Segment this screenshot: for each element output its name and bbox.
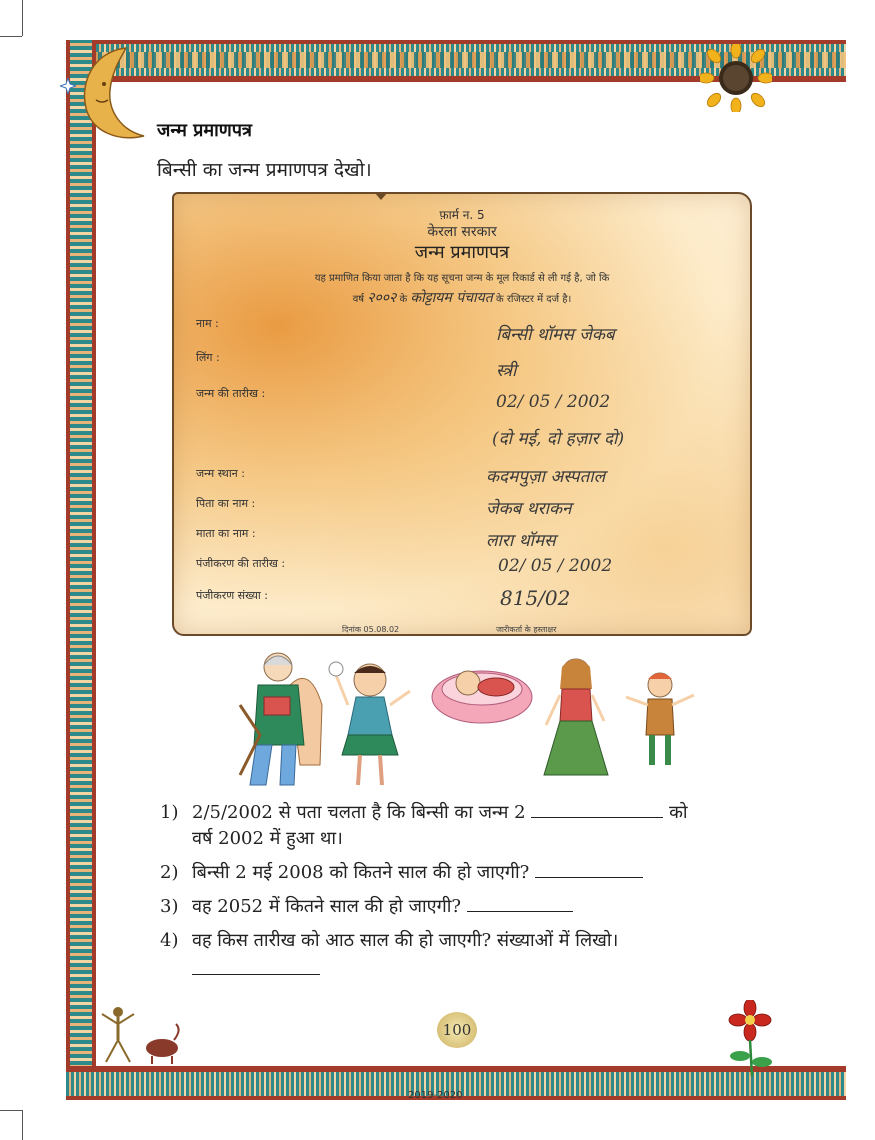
flower-icon — [722, 1000, 778, 1080]
government-name: केरला सरकार — [427, 224, 497, 240]
value-registration-number: 815/02 — [500, 586, 571, 610]
crop-mark-bottom-v — [22, 1110, 23, 1140]
woman-figure — [544, 659, 608, 775]
value-dob-words: (दो मई, दो हज़ार दो) — [492, 429, 625, 449]
statement-place: कोट्टायम पंचायत — [410, 290, 493, 306]
question-2-number: 2) — [160, 862, 179, 883]
issue-date-note: दिनांक 05.08.02 — [342, 625, 400, 634]
label-dob: जन्म की तारीख : — [196, 387, 266, 400]
value-gender: स्त्री — [496, 361, 517, 381]
question-1-number: 1) — [160, 802, 179, 823]
certificate-title: जन्म प्रमाणपत्र — [414, 242, 510, 263]
question-3-text: वह 2052 में कितने साल की हो जाएगी? — [192, 896, 462, 917]
question-2-text: बिन्सी 2 मई 2008 को कितने साल की हो जाएगी? — [192, 862, 530, 883]
question-4-text: वह किस तारीख को आठ साल की हो जाएगी? संख्याओं में लिखो। — [192, 930, 619, 951]
page-heading: जन्म प्रमाणपत्र — [157, 120, 252, 141]
birth-certificate — [172, 192, 752, 636]
value-mother: लारा थॉमस — [486, 531, 556, 551]
girl-with-flower-figure — [329, 662, 410, 785]
signature-note: जारीकर्ता के हस्ताक्षर — [496, 625, 557, 634]
certificate-statement-2 — [174, 288, 750, 307]
border-left — [66, 40, 96, 1100]
crop-mark-top-v — [22, 0, 23, 36]
grandmother-figure — [240, 653, 322, 785]
family-illustration — [220, 645, 710, 790]
academic-year: 2019-2020 — [408, 1090, 463, 1101]
question-1 — [160, 800, 755, 824]
value-registration-date: 02/ 05 / 2002 — [498, 556, 613, 576]
tribal-figure-icon — [96, 1000, 192, 1066]
question-1-text: 2/5/2002 से पता चलता है कि बिन्सी का जन्म 2 — [192, 802, 526, 823]
star-icon — [60, 78, 76, 94]
question-4 — [160, 928, 755, 952]
baby-in-basket-figure — [432, 671, 532, 723]
certificate-notch — [374, 192, 388, 200]
question-4-blank[interactable] — [192, 958, 320, 975]
intro-text: बिन्सी का जन्म प्रमाणपत्र देखो। — [157, 159, 372, 181]
value-father: जेकब थराकन — [486, 499, 572, 519]
statement-suffix: के रजिस्टर में दर्ज है। — [495, 294, 572, 305]
question-1-blank[interactable] — [531, 801, 663, 818]
question-4-number: 4) — [160, 930, 179, 951]
value-name: बिन्सी थॉमस जेकब — [496, 325, 615, 345]
value-birthplace: कदमपुज़ा अस्पताल — [486, 467, 606, 487]
boy-figure — [626, 673, 694, 765]
label-gender: लिंग : — [196, 351, 220, 364]
statement-mid: के — [399, 294, 408, 305]
crop-mark-top — [0, 36, 22, 37]
moon-icon — [74, 44, 164, 144]
label-registration-date: पंजीकरण की तारीख : — [196, 557, 286, 570]
question-3-blank[interactable] — [467, 895, 573, 912]
question-1-line-2: वर्ष 2002 में हुआ था। — [192, 828, 343, 849]
question-1-text-after: को — [669, 802, 688, 823]
sun-icon — [700, 44, 772, 112]
statement-prefix: वर्ष — [352, 294, 365, 305]
statement-year: २००२ — [367, 290, 397, 306]
label-name: नाम : — [196, 317, 219, 330]
crop-mark-bottom — [0, 1110, 22, 1111]
question-3-number: 3) — [160, 896, 179, 917]
question-4-answer-line — [192, 958, 787, 980]
label-birthplace: जन्म स्थान : — [196, 467, 245, 480]
value-dob: 02/ 05 / 2002 — [496, 392, 611, 412]
question-2-blank[interactable] — [535, 861, 643, 878]
label-father: पिता का नाम : — [196, 497, 256, 510]
question-3 — [160, 894, 755, 918]
question-2 — [160, 860, 755, 884]
certificate-statement-1: यह प्रमाणित किया जाता है कि यह सूचना जन्म के मूल रिकार्ड से ली गई है, जो कि — [314, 273, 610, 284]
form-number: फ़ार्म न. 5 — [439, 208, 485, 222]
label-registration-number: पंजीकरण संख्या : — [196, 589, 268, 602]
page-number: 100 — [437, 1012, 477, 1048]
label-mother: माता का नाम : — [196, 527, 256, 540]
